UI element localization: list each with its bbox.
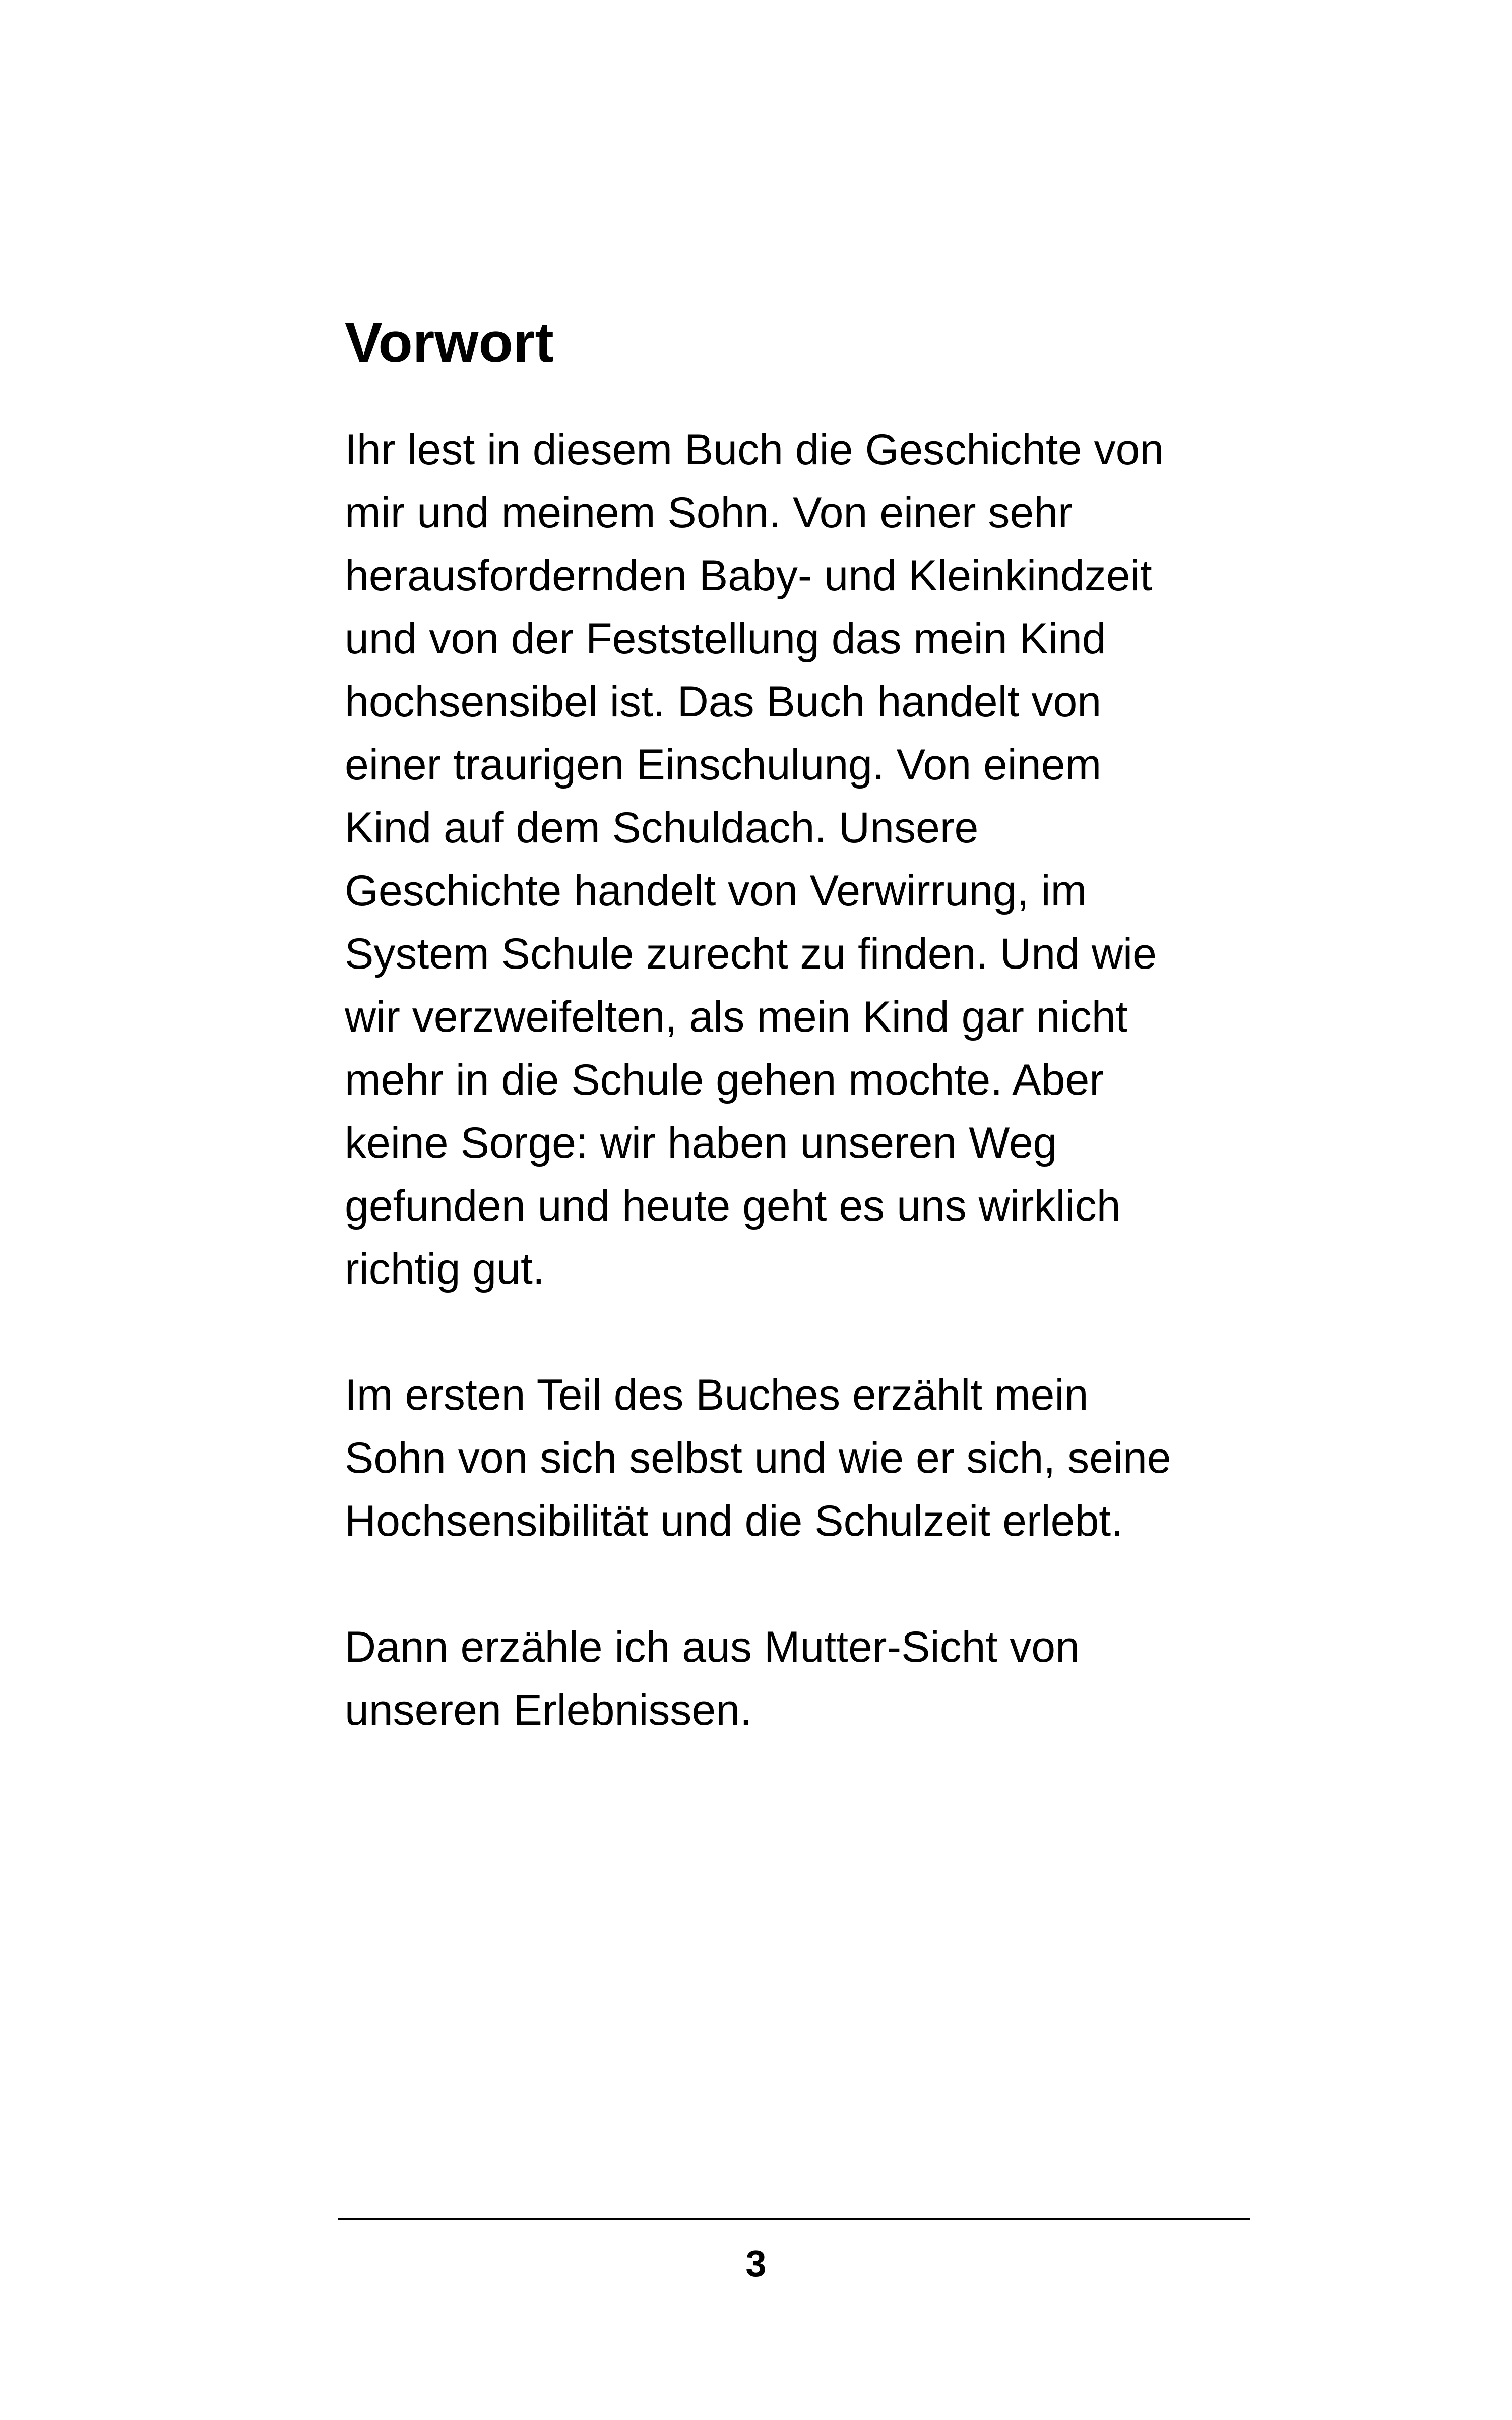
text-line: herausfordernden Baby- und Kleinkindzeit: [345, 552, 1152, 600]
text-line: Dann erzähle ich aus Mutter-Sicht von: [345, 1623, 1080, 1671]
text-line: Im ersten Teil des Buches erzählt mein: [345, 1371, 1089, 1419]
text-line: Ihr lest in diesem Buch die Geschichte von: [345, 426, 1164, 474]
page-content: [345, 302, 1292, 1742]
page-number: 3: [745, 2243, 767, 2284]
text-line: keine Sorge: wir haben unseren Weg: [345, 1119, 1057, 1167]
text-line: Geschichte handelt von Verwirrung, im: [345, 867, 1087, 915]
text-line: mir und meinem Sohn. Von einer sehr: [345, 489, 1073, 537]
text-line: gefunden und heute geht es uns wirklich: [345, 1182, 1121, 1230]
text-line: Kind auf dem Schuldach. Unsere: [345, 804, 979, 852]
paragraph-2: [345, 1364, 1292, 1553]
paragraph-3: [345, 1616, 1292, 1742]
text-line: unseren Erlebnissen.: [345, 1686, 752, 1734]
text-line: Hochsensibilität und die Schulzeit erlebt.: [345, 1497, 1123, 1545]
text-line: und von der Feststellung das mein Kind: [345, 615, 1106, 663]
text-line: einer traurigen Einschulung. Von einem: [345, 741, 1102, 789]
text-line: System Schule zurecht zu finden. Und wie: [345, 930, 1157, 978]
text-line: richtig gut.: [345, 1245, 545, 1293]
text-line: Sohn von sich selbst und wie er sich, seine: [345, 1434, 1171, 1482]
paragraph-1: [345, 418, 1292, 1301]
footer-divider: [338, 2218, 1250, 2220]
text-line: hochsensibel ist. Das Buch handelt von: [345, 678, 1102, 726]
text-line: wir verzweifelten, als mein Kind gar nicht: [345, 993, 1128, 1041]
chapter-title: Vorwort: [345, 311, 554, 374]
text-line: mehr in die Schule gehen mochte. Aber: [345, 1056, 1104, 1104]
